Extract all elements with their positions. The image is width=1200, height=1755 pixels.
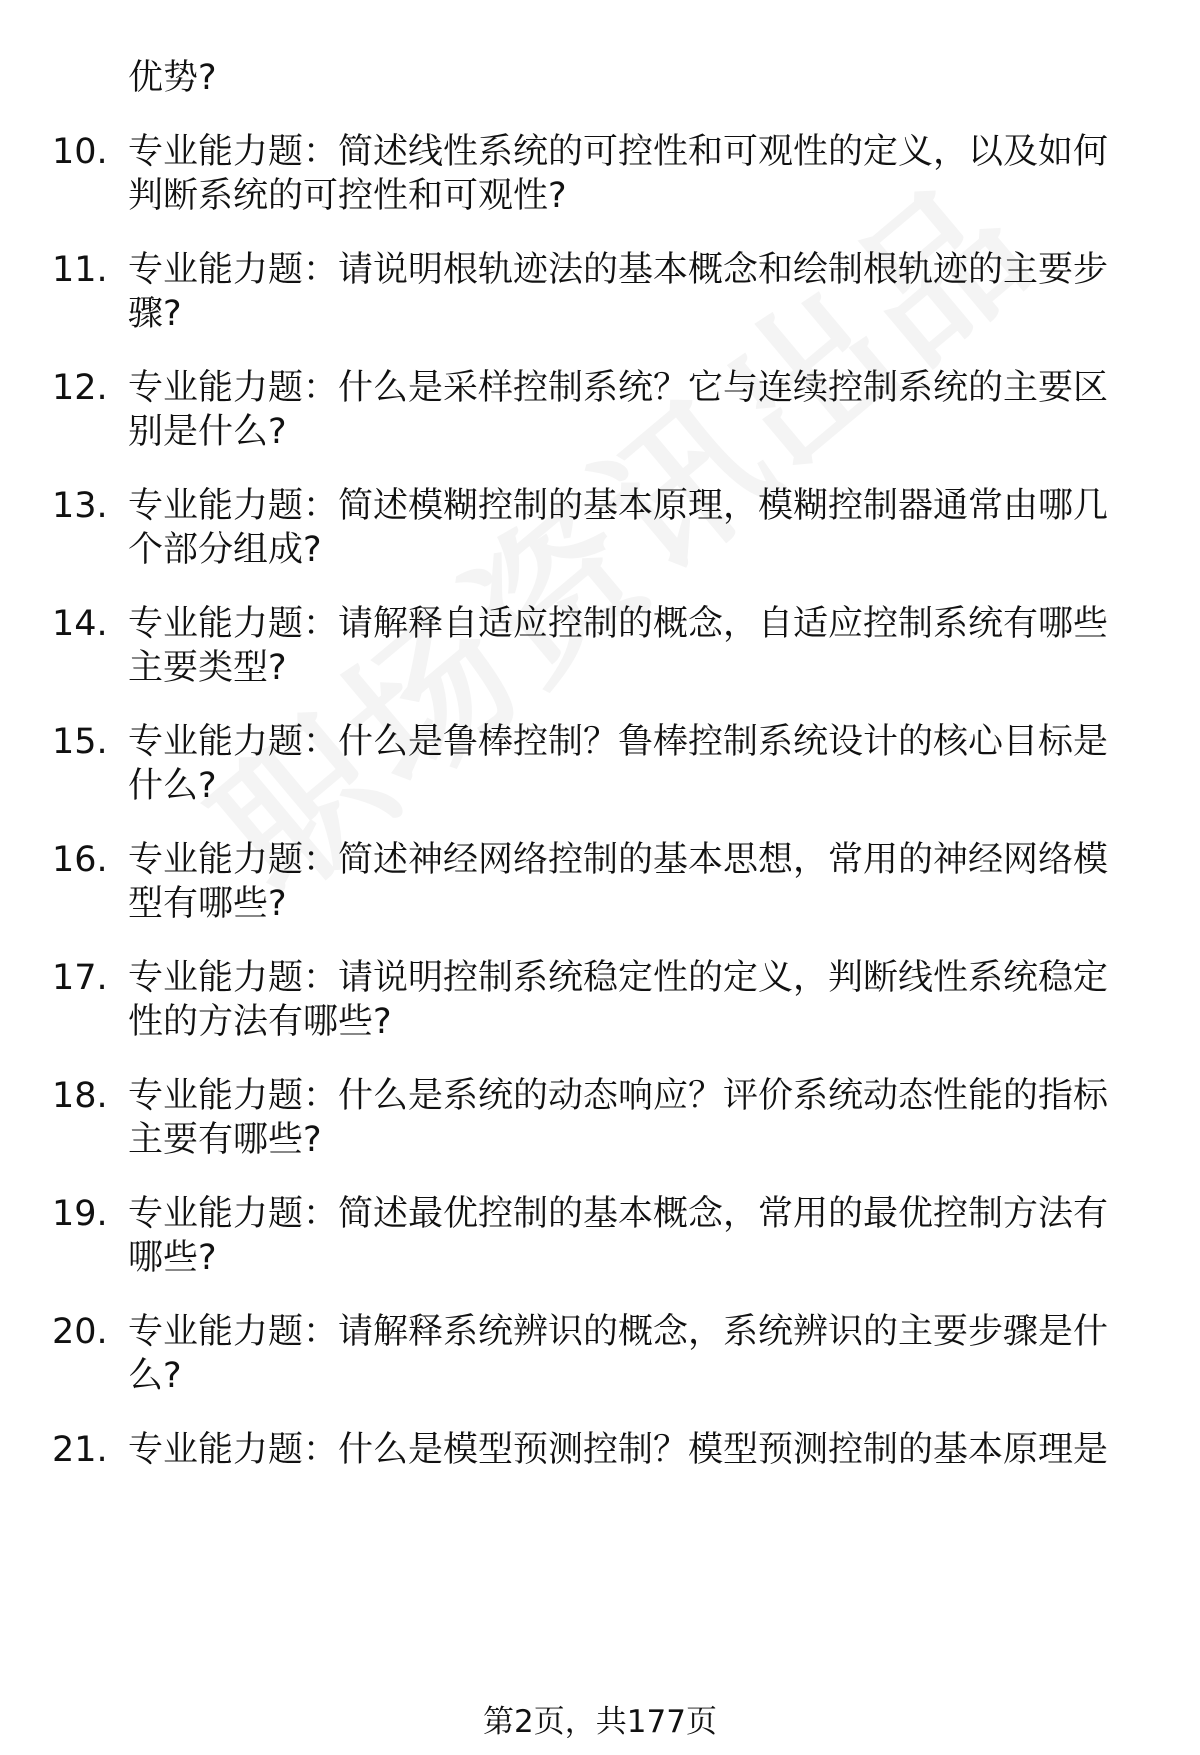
item-number: 15.: [52, 722, 108, 762]
item-number: 17.: [52, 958, 108, 998]
item-text-line: 个部分组成?: [128, 530, 322, 570]
item-text-line: 专业能力题：什么是鲁棒控制？鲁棒控制系统设计的核心目标是: [128, 722, 1109, 762]
item-text-line: 专业能力题：请解释自适应控制的概念，自适应控制系统有哪些: [128, 604, 1109, 644]
item-number: 12.: [52, 368, 108, 408]
item-number: 11.: [52, 250, 108, 290]
item-text-line: 专业能力题：简述最优控制的基本概念，常用的最优控制方法有: [128, 1194, 1109, 1234]
item-number: 10.: [52, 132, 108, 172]
item-number: 19.: [52, 1194, 108, 1234]
item-number: 13.: [52, 486, 108, 526]
item-text-line: 专业能力题：简述神经网络控制的基本思想，常用的神经网络模: [128, 840, 1109, 880]
item-text-line: 骤?: [128, 294, 182, 334]
item-text-line: 型有哪些?: [128, 884, 287, 924]
item-text-line: 专业能力题：请解释系统辨识的概念，系统辨识的主要步骤是什: [128, 1312, 1109, 1352]
item-text-line: 别是什么?: [128, 412, 287, 452]
item-text-line: 什么?: [128, 766, 217, 806]
item-text-line: 专业能力题：什么是系统的动态响应？评价系统动态性能的指标: [128, 1076, 1109, 1116]
item-number: 20.: [52, 1312, 108, 1352]
page-footer: 第2页，共177页: [483, 1704, 717, 1740]
item-text-line: 判断系统的可控性和可观性?: [128, 176, 567, 216]
item-text-line: 专业能力题：简述模糊控制的基本原理，模糊控制器通常由哪几: [128, 486, 1109, 526]
item-number: 21.: [52, 1430, 108, 1470]
item-text-line: 么?: [128, 1356, 182, 1396]
item-text-line: 专业能力题：什么是模型预测控制？模型预测控制的基本原理是: [128, 1430, 1109, 1470]
item-text-line: 专业能力题：简述线性系统的可控性和可观性的定义，以及如何: [128, 132, 1109, 172]
item-text-line: 主要类型?: [128, 648, 287, 688]
item-text-line: 专业能力题：请说明控制系统稳定性的定义，判断线性系统稳定: [128, 958, 1109, 998]
continuation-line: 优势?: [128, 58, 217, 98]
item-number: 16.: [52, 840, 108, 880]
item-text-line: 专业能力题：什么是采样控制系统？它与连续控制系统的主要区: [128, 368, 1109, 408]
item-text-line: 主要有哪些?: [128, 1120, 322, 1160]
item-text-line: 性的方法有哪些?: [128, 1002, 392, 1042]
item-text-line: 专业能力题：请说明根轨迹法的基本概念和绘制根轨迹的主要步: [128, 250, 1109, 290]
item-number: 14.: [52, 604, 108, 644]
item-text-line: 哪些?: [128, 1238, 217, 1278]
item-number: 18.: [52, 1076, 108, 1116]
